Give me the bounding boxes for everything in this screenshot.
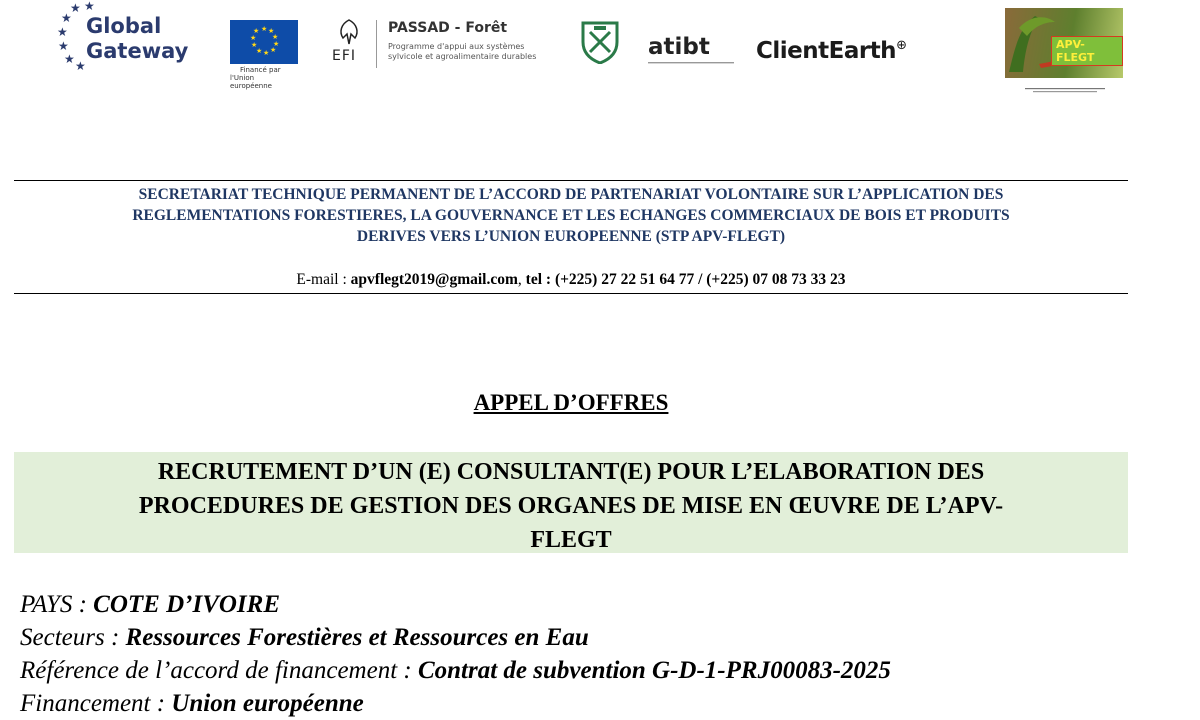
detail-value: Ressources Forestières et Ressources en Eau — [125, 624, 589, 651]
email-label: E-mail : — [296, 271, 351, 288]
email-link[interactable]: apvflegt2019@gmail.com — [350, 271, 518, 288]
organization-line: DERIVES VERS L’UNION EUROPEENNE (STP APV-FLEGT) — [356, 228, 786, 245]
clientearth-logo — [756, 38, 906, 64]
passad-subtitle-line: sylvicole et agroalimentaire durables — [388, 52, 537, 61]
efi-passad-logo — [330, 18, 560, 73]
apv-flegt-badge: APV-FLEGT — [1051, 36, 1123, 66]
svg-text:★: ★ — [261, 25, 268, 33]
eu-caption-line: l'Union européenne — [230, 74, 272, 90]
svg-text:★: ★ — [253, 27, 260, 35]
phone-numbers: (+225) 27 22 51 64 77 / (+225) 07 08 73 33 23 — [554, 271, 846, 288]
svg-text:★: ★ — [272, 33, 279, 41]
header-top-rule — [14, 180, 1128, 181]
svg-text:★: ★ — [58, 39, 69, 53]
organization-line: REGLEMENTATIONS FORESTIERES, LA GOUVERNANCE ET LES ECHANGES COMMERCIAUX DE BOIS ET PRODUITS — [132, 207, 1010, 224]
organization-name — [14, 184, 1128, 247]
svg-text:★: ★ — [268, 27, 275, 35]
svg-text:★: ★ — [251, 41, 258, 49]
atibt-wordmark: atibt — [648, 34, 710, 60]
detail-label: Financement : — [20, 690, 172, 717]
global-gateway-line: Global — [86, 14, 162, 38]
subject-line: PROCEDURES DE GESTION DES ORGANES DE MISE EN ŒUVRE DE L’APV- — [138, 493, 1004, 519]
global-gateway-wordmark — [86, 14, 188, 64]
partner-logo-bar — [0, 0, 1200, 100]
apv-flegt-caption — [1025, 80, 1105, 86]
efi-label: EFI — [332, 48, 357, 64]
detail-value: COTE D’IVOIRE — [93, 591, 281, 618]
global-gateway-line: Gateway — [86, 39, 189, 63]
eu-flag-icon — [230, 20, 298, 64]
global-gateway-logo — [56, 0, 206, 75]
passad-subtitle-line: Programme d'appui aux systèmes — [388, 42, 525, 51]
svg-text:★: ★ — [263, 49, 270, 57]
svg-text:★: ★ — [84, 0, 95, 13]
phone-separator: , — [517, 271, 526, 288]
svg-text:★: ★ — [270, 46, 277, 54]
atibt-tagline — [648, 61, 738, 66]
notice-details — [20, 588, 1180, 720]
detail-label: PAYS : — [20, 591, 94, 618]
globe-icon: ⊕ — [896, 38, 907, 53]
detail-label: Secteurs : — [20, 624, 126, 651]
svg-text:★: ★ — [75, 59, 86, 72]
detail-funding — [20, 687, 1180, 720]
notice-title: APPEL D’OFFRES — [473, 390, 669, 415]
svg-text:★: ★ — [70, 1, 81, 15]
svg-text:★: ★ — [250, 34, 257, 42]
subject-banner — [14, 452, 1128, 553]
atibt-logo — [648, 34, 738, 74]
passad-title: PASSAD - Forêt — [388, 20, 508, 36]
subject-line: RECRUTEMENT D’UN (E) CONSULTANT(E) POUR L’ELABORATION DES — [157, 459, 985, 485]
detail-value: Union européenne — [171, 690, 364, 717]
subject-text — [44, 455, 1098, 557]
phone-label: tel : — [525, 271, 555, 288]
clientearth-wordmark: ClientEarth — [756, 38, 897, 64]
eu-caption-line: Financé par — [240, 66, 281, 74]
detail-label: Référence de l’accord de financement : — [20, 657, 418, 684]
organization-line: SECRETARIAT TECHNIQUE PERMANENT DE L’ACCORD DE PARTENARIAT VOLONTAIRE SUR L’APPLICATION DES — [138, 186, 1004, 203]
header-bottom-rule — [14, 293, 1128, 294]
subject-line: FLEGT — [530, 527, 612, 553]
svg-text:★: ★ — [256, 47, 263, 55]
svg-text:★: ★ — [57, 25, 68, 39]
svg-text:★: ★ — [61, 11, 72, 25]
logo-divider — [376, 20, 377, 68]
detail-sectors — [20, 621, 1180, 654]
detail-country — [20, 588, 1180, 621]
contact-line — [14, 271, 1128, 289]
eu-funding-logo — [230, 20, 298, 88]
shield-emblem-icon — [580, 20, 620, 64]
apv-flegt-logo — [1005, 8, 1123, 90]
detail-financing-agreement — [20, 654, 1180, 687]
svg-text:★: ★ — [64, 52, 75, 66]
svg-text:★: ★ — [273, 40, 280, 48]
detail-value: Contrat de subvention G-D-1-PRJ00083-2025 — [417, 657, 891, 684]
